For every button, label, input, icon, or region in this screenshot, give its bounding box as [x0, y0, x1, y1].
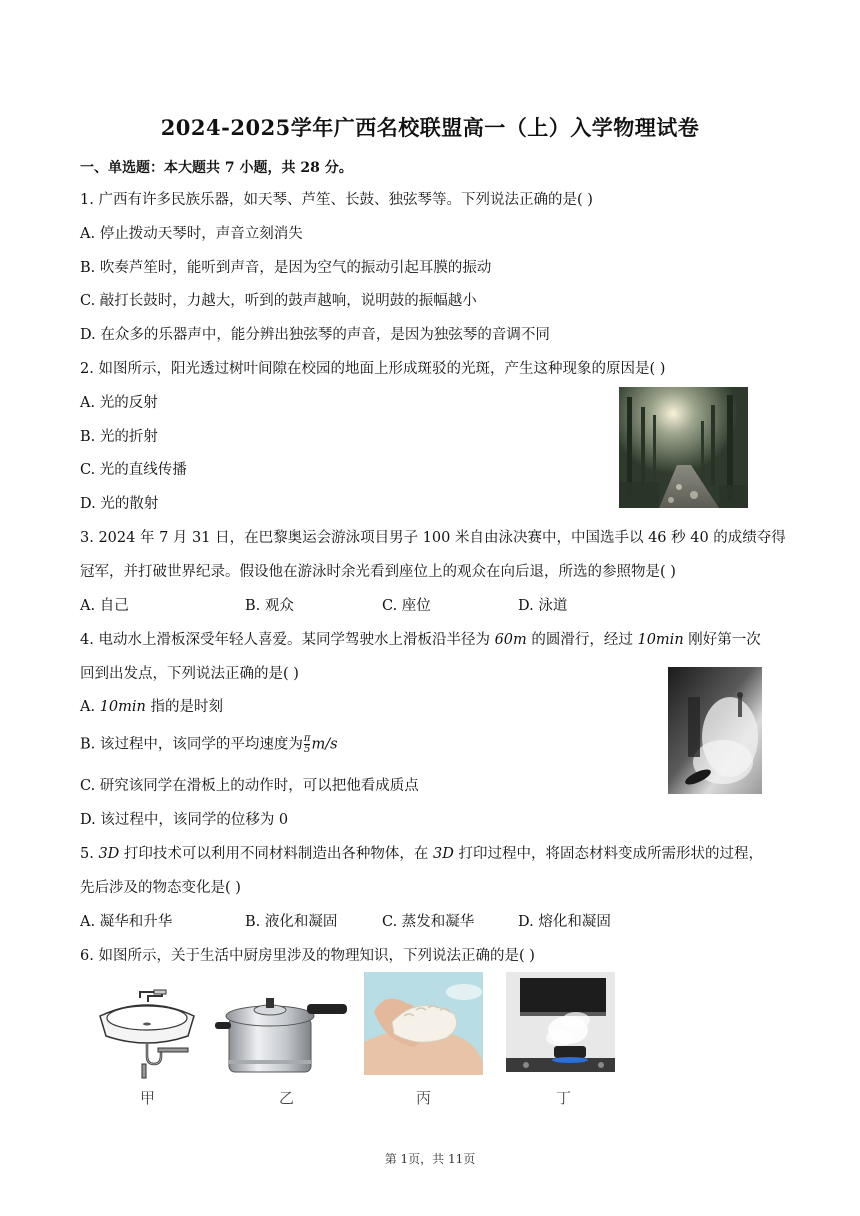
figure-caption-bing: 丙 [416, 1089, 432, 1107]
question-4-stem-line2: 回到出发点，下列说法正确的是( ) [80, 666, 299, 682]
pi-over-5-fraction: $\frac{\pi}{5}$ [303, 733, 311, 755]
question-2-option-d: D. 光的散射 [80, 496, 159, 512]
question-4-option-a: A. 10min 指的是时刻 [80, 699, 223, 715]
question-3-option-a: A. 自己 [80, 598, 129, 614]
question-3-stem-line2: 冠军，并打破世界纪录。假设他在游泳时余光看到座位上的观众在向后退，所选的参照物是( ) [80, 564, 676, 580]
question-5-option-d: D. 熔化和凝固 [518, 914, 611, 930]
question-2-option-c: C. 光的直线传播 [80, 462, 187, 478]
figure-caption-ding: 丁 [556, 1089, 572, 1107]
pressure-cooker-illustration [215, 988, 350, 1080]
dumpling-photo [364, 972, 483, 1075]
figure-caption-yi: 乙 [279, 1089, 295, 1107]
sunlight-through-trees-photo [619, 387, 748, 508]
question-4-option-c: C. 研究该同学在滑板上的动作时，可以把他看成质点 [80, 778, 419, 794]
water-skateboard-photo [668, 667, 762, 794]
question-1-option-a: A. 停止拨动天琴时，声音立刻消失 [80, 226, 303, 242]
figure-caption-jia: 甲 [140, 1089, 156, 1107]
question-5-stem-line1: 5. 3D 打印技术可以利用不同材料制造出各种物体，在 3D 打印过程中，将固态材料变成所需形状的过程， [80, 846, 763, 862]
question-4-option-d: D. 该过程中，该同学的位移为 0 [80, 812, 289, 828]
question-3-option-c: C. 座位 [382, 598, 431, 614]
question-3-stem-line1: 3. 2024 年 7 月 31 日，在巴黎奥运会游泳项目男子 100 米自由泳决赛中，中国选手以 46 秒 40 的成绩夺得 [80, 530, 786, 546]
question-1-option-d: D. 在众多的乐器声中，能分辨出独弦琴的声音，是因为独弦琴的音调不同 [80, 327, 550, 343]
section-heading: 一、单选题：本大题共 7 小题，共 28 分。 [80, 160, 353, 176]
question-4-stem-line1: 4. 电动水上滑板深受年轻人喜爱。某同学驾驶水上滑板沿半径为 60m 的圆滑行，经过 10min 刚好第一次 [80, 632, 761, 648]
question-3-option-d: D. 泳道 [518, 598, 568, 614]
question-5-option-a: A. 凝华和升华 [80, 914, 173, 930]
page-title: 2024-2025学年广西名校联盟高一（上）入学物理试卷 [160, 115, 700, 140]
question-1-option-b: B. 吹奏芦笙时，能听到声音，是因为空气的振动引起耳膜的振动 [80, 260, 492, 276]
question-1-option-c: C. 敲打长鼓时，力越大，听到的鼓声越响，说明鼓的振幅越小 [80, 293, 477, 309]
page-footer: 第 1页，共 11页 [384, 1152, 476, 1166]
range-hood-photo [506, 972, 615, 1072]
question-2-stem: 2. 如图所示，阳光透过树叶间隙在校园的地面上形成斑驳的光斑，产生这种现象的原因是( ) [80, 361, 666, 377]
question-5-option-c: C. 蒸发和凝华 [382, 914, 475, 930]
question-2-option-b: B. 光的折射 [80, 429, 158, 445]
question-4-option-b: B. 该过程中，该同学的平均速度为 $\frac{\pi}{5}$ m/s [80, 733, 338, 755]
sink-illustration [92, 988, 202, 1080]
question-5-option-b: B. 液化和凝固 [245, 914, 338, 930]
question-3-option-b: B. 观众 [245, 598, 294, 614]
question-1-stem: 1. 广西有许多民族乐器，如天琴、芦笙、长鼓、独弦琴等。下列说法正确的是( ) [80, 192, 593, 208]
question-2-option-a: A. 光的反射 [80, 395, 158, 411]
question-5-stem-line2: 先后涉及的物态变化是( ) [80, 880, 241, 896]
question-6-stem: 6. 如图所示，关于生活中厨房里涉及的物理知识，下列说法正确的是( ) [80, 948, 535, 964]
